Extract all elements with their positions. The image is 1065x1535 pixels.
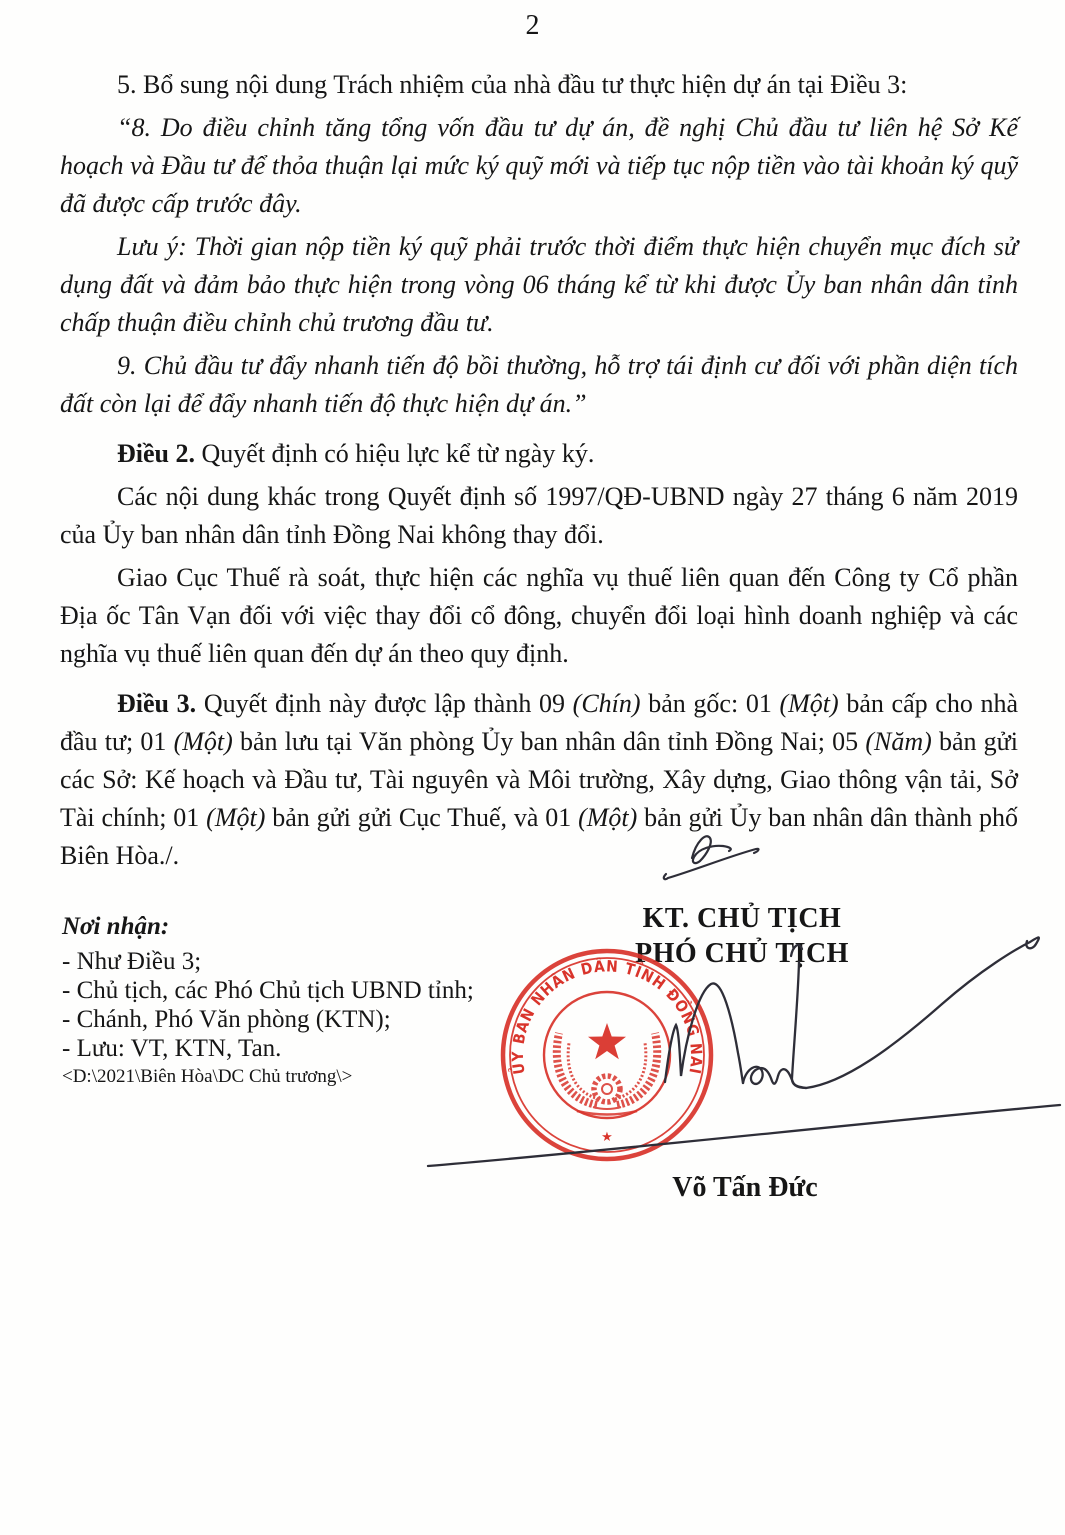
dieu2-label: Điều 2. bbox=[117, 439, 195, 468]
recipients-title: Nơi nhận: bbox=[62, 913, 170, 940]
paragraph-note: Lưu ý: Thời gian nộp tiền ký quỹ phải trước thời điểm thực hiện chuyển mục đích sử dụng đất và đảm bảo thực hiện trong vòng 06 tháng kể từ khi được Ủy ban nhân dân tỉnh chấp thuận điều chỉnh chủ trương đầu tư. bbox=[60, 232, 1018, 337]
seal-star: ★ bbox=[601, 1130, 613, 1145]
dieu3-text bbox=[60, 689, 1018, 870]
text-segment: (Một) bbox=[173, 727, 233, 756]
paragraph-dieu2 bbox=[60, 435, 1018, 473]
text-segment: bản gửi gửi Cục Thuế, và 01 bbox=[265, 803, 579, 832]
text-segment: bản lưu tại Văn phòng Ủy ban nhân dân tỉnh Đồng Nai; 05 bbox=[232, 727, 866, 756]
text-segment: (Năm) bbox=[865, 727, 932, 756]
signature-underline-stroke bbox=[428, 1105, 1060, 1166]
signature-sweep-stroke bbox=[806, 937, 1039, 1088]
page-number: 2 bbox=[525, 10, 540, 41]
handwritten-initial bbox=[650, 818, 765, 890]
text-segment: Quyết định này được lập thành 09 bbox=[196, 689, 573, 718]
document-body bbox=[60, 66, 1018, 880]
recipient-item: - Chủ tịch, các Phó Chủ tịch UBND tỉnh; bbox=[62, 977, 474, 1004]
paragraph-other2: Giao Cục Thuế rà soát, thực hiện các nghĩa vụ thuế liên quan đến Công ty Cổ phần Địa ốc Tân Vạn đối với việc thay đổi cổ đông, chuyển đổi loại hình doanh nghiệp và các nghĩa vụ thuế liên quan đến dự án theo quy định. bbox=[60, 563, 1018, 668]
signer-name: Võ Tấn Đức bbox=[672, 1172, 818, 1203]
text-segment: (Một) bbox=[779, 689, 839, 718]
paragraph-quote8: “8. Do điều chỉnh tăng tổng vốn đầu tư dự án, đề nghị Chủ đầu tư liên hệ Sở Kế hoạch và Đầu tư để thỏa thuận lại mức ký quỹ mới và tiếp tục nộp tiền vào tài khoản ký quỹ đã được cấp trước đây. bbox=[60, 113, 1018, 218]
recipient-item: - Lưu: VT, KTN, Tan. bbox=[62, 1035, 282, 1062]
signature-strokes bbox=[420, 918, 1065, 1180]
paragraph-item5: 5. Bổ sung nội dung Trách nhiệm của nhà đầu tư thực hiện dự án tại Điều 3: bbox=[117, 70, 908, 99]
seal-arc-text: ỦY BAN NHÂN DÂN TỈNH ĐỒNG NAI bbox=[508, 957, 706, 1077]
signature-tick-stroke bbox=[791, 945, 802, 956]
signature-tall-stroke bbox=[792, 962, 806, 1088]
paragraph-other1: Các nội dung khác trong Quyết định số 1997/QĐ-UBND ngày 27 tháng 6 năm 2019 của Ủy ban nhân dân tỉnh Đồng Nai không thay đổi. bbox=[60, 482, 1018, 549]
text-segment: (Chín) bbox=[572, 689, 641, 718]
signature-title-line1: KT. CHỦ TỊCH bbox=[642, 903, 842, 934]
text-segment: (Một) bbox=[578, 803, 638, 832]
dieu2-text: Quyết định có hiệu lực kể từ ngày ký. bbox=[195, 439, 595, 468]
signature-an-stroke bbox=[743, 1067, 806, 1088]
text-segment: bản cấp cho nhà đầu tư; 01 bbox=[60, 689, 1019, 756]
recipient-item: - Như Điều 3; bbox=[62, 948, 202, 975]
file-path: <D:\2021\Biên Hòa\DC Chủ trương\> bbox=[62, 1066, 353, 1087]
signature-title-line2: PHÓ CHỦ TỊCH bbox=[635, 938, 849, 969]
text-segment: bản gốc: 01 bbox=[640, 689, 780, 718]
paragraph-dieu3 bbox=[60, 685, 1018, 875]
paragraph-item9: 9. Chủ đầu tư đẩy nhanh tiến độ bồi thường, hỗ trợ tái định cư đối với phần diện tích đất còn lại để đẩy nhanh tiến độ thực hiện dự án.” bbox=[60, 351, 1018, 418]
text-segment: bản gửi Ủy ban nhân dân thành phố Biên Hòa./. bbox=[60, 803, 1019, 870]
dieu3-label: Điều 3. bbox=[117, 689, 197, 718]
text-segment: bản gửi các Sở: Kế hoạch và Đầu tư, Tài nguyên và Môi trường, Xây dựng, Giao thông vận tải, Sở Tài chính; 01 bbox=[60, 727, 1018, 832]
text-segment: (Một) bbox=[206, 803, 266, 832]
signature-letter-stroke bbox=[665, 983, 743, 1083]
recipient-item: - Chánh, Phó Văn phòng (KTN); bbox=[62, 1006, 391, 1033]
